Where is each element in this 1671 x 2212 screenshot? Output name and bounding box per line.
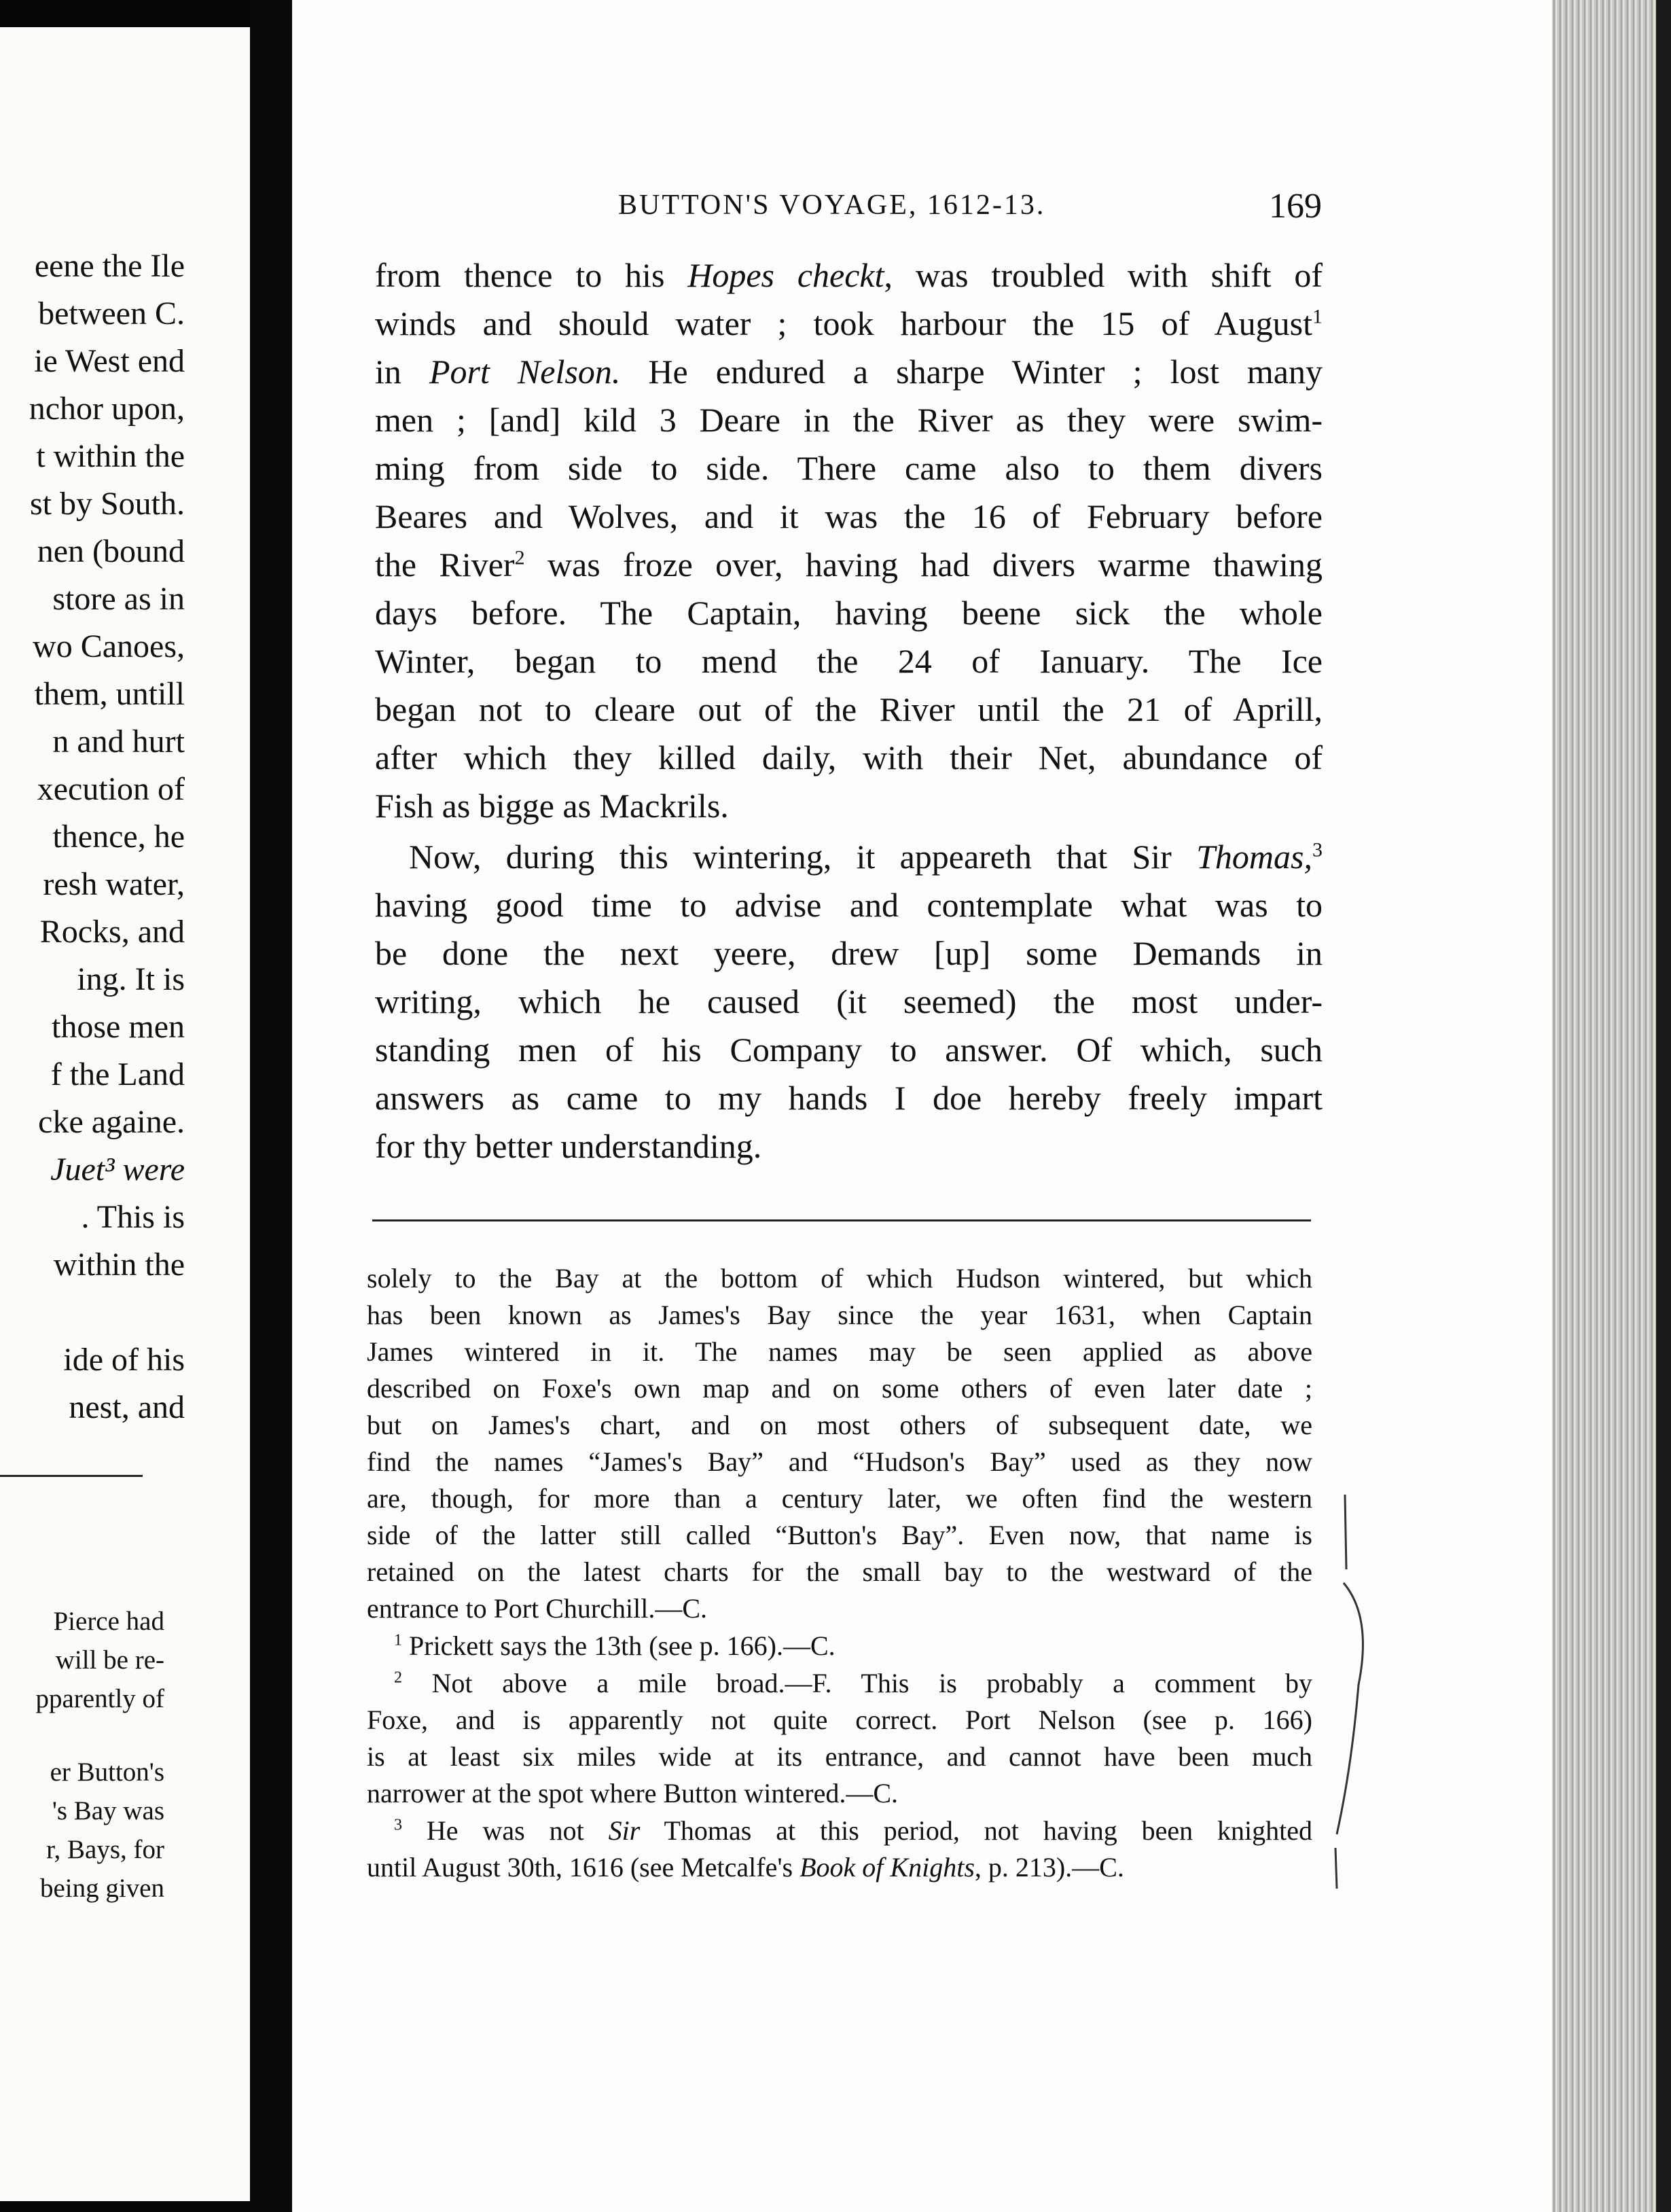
- body-line: Winter, began to mend the 24 of Ianuary. The Ice: [375, 642, 1323, 680]
- left-page-line: resh water,: [43, 866, 185, 902]
- footnote-line: has been known as James's Bay since the year 1631, when Captain: [367, 1300, 1312, 1330]
- footnote-line: retained on the latest charts for the small bay to the westward of the: [367, 1556, 1312, 1587]
- left-page-note-line: r, Bays, for: [46, 1835, 164, 1864]
- footnote-number: 1: [394, 1631, 402, 1649]
- footnote-line: find the names “James's Bay” and “Hudson's Bay” used as they now: [367, 1446, 1312, 1477]
- page-edges: [1552, 0, 1671, 2212]
- body-line: from thence to his Hopes checkt, was troubled with shift of: [375, 256, 1323, 294]
- footnote-line: James wintered in it. The names may be seen applied as above: [367, 1336, 1312, 1367]
- left-page-line: nest, and: [69, 1389, 185, 1425]
- body-line: the River$^2$ was froze over, having had divers warme thawing: [375, 546, 1323, 584]
- left-page-note-line: being given: [39, 1874, 164, 1903]
- footnote-line: solely to the Bay at the bottom of which Hudson wintered, but which: [367, 1263, 1312, 1294]
- body-line: Now, during this wintering, it appeareth that Sir Thomas,$^3$: [409, 838, 1323, 876]
- footnote-marker: 1: [1312, 305, 1323, 328]
- left-page-note-line: er Button's: [50, 1758, 164, 1787]
- footnote-marker: 2: [514, 546, 525, 569]
- left-page-line: within the: [53, 1247, 185, 1283]
- footnote-line: are, though, for more than a century later, we often find the western: [367, 1483, 1312, 1514]
- left-page-line: store as in: [52, 581, 185, 617]
- left-page-note-line: Pierce had: [53, 1607, 164, 1636]
- body-line: be done the next yeere, drew [up] some Demands in: [375, 934, 1323, 972]
- body-line: standing men of his Company to answer. Of which, such: [375, 1031, 1323, 1069]
- left-page-line: nen (bound: [37, 533, 185, 569]
- left-page-line: those men: [52, 1009, 185, 1045]
- left-page-note-line: 's Bay was: [52, 1796, 164, 1825]
- body-line: ming from side to side. There came also to them divers: [375, 449, 1323, 487]
- footnote-marker: 3: [1312, 838, 1323, 861]
- body-line: having good time to advise and contemplate what was to: [375, 886, 1323, 924]
- body-line: winds and should water ; took harbour the 15 of August$^1$: [375, 304, 1323, 342]
- running-head: BUTTON'S VOYAGE, 1612-13.: [618, 190, 1046, 221]
- body-line: in Port Nelson. He endured a sharpe Winter ; lost many: [375, 353, 1323, 391]
- footnote-rule: [372, 1219, 1311, 1221]
- left-page-line: between C.: [38, 296, 185, 332]
- left-page-line: t within the: [36, 438, 185, 474]
- body-line: days before. The Captain, having beene sick the whole: [375, 594, 1323, 632]
- left-page-note-line: will be re-: [55, 1645, 164, 1675]
- footnote-line: but on James's chart, and on most others of subsequent date, we: [367, 1410, 1312, 1440]
- footnote-line: is at least six miles wide at its entrance, and cannot have been much: [367, 1741, 1312, 1772]
- left-page-line: cke againe.: [38, 1104, 185, 1140]
- footnote-2: $^2$ Not above a mile broad.—F. This is probably a comment by: [394, 1668, 1312, 1698]
- left-page-line: ie West end: [34, 343, 185, 379]
- left-page-line: . This is: [81, 1199, 185, 1235]
- left-page-line: ide of his: [63, 1342, 185, 1378]
- footnote-number: 2: [394, 1669, 402, 1687]
- body-line: began not to cleare out of the River until the 21 of Aprill,: [375, 690, 1323, 728]
- left-page-line: xecution of: [37, 771, 185, 807]
- page-number: 169: [1269, 187, 1322, 226]
- book-gutter: [250, 0, 292, 2212]
- left-page-line: wo Canoes,: [33, 628, 185, 664]
- footnote-line: side of the latter still called “Button's Bay”. Even now, that name is: [367, 1520, 1312, 1550]
- footnote-3: $^3$ He was not Sir Thomas at this period, not having been knighted: [394, 1815, 1312, 1846]
- left-page-note-line: pparently of: [35, 1684, 164, 1713]
- left-page-line: Rocks, and: [39, 914, 185, 950]
- body-line: after which they killed daily, with their Net, abundance of: [375, 738, 1323, 777]
- footnote-line: Foxe, and is apparently not quite correct. Port Nelson (see p. 166): [367, 1705, 1312, 1735]
- left-page-line: them, untill: [34, 676, 185, 712]
- footnote-line: until August 30th, 1616 (see Metcalfe's Book of Knights, p. 213).—C.: [367, 1852, 1124, 1883]
- left-page-line: n and hurt: [52, 724, 185, 760]
- body-line: answers as came to my hands I doe hereby freely impart: [375, 1079, 1323, 1117]
- left-page-line: ing. It is: [77, 961, 185, 997]
- left-page-footnote-rule: [0, 1475, 143, 1477]
- pencil-margin-marks: [1331, 1481, 1386, 1902]
- body-line: for thy better understanding.: [375, 1127, 762, 1165]
- footnote-line: described on Foxe's own map and on some others of even later date ;: [367, 1373, 1312, 1404]
- left-page-line: Juet³ were: [50, 1152, 185, 1188]
- left-page-line: nchor upon,: [29, 391, 185, 427]
- footnote-1: $^1$ Prickett says the 13th (see p. 166).—C.: [394, 1630, 836, 1661]
- left-page-line: f the Land: [50, 1056, 185, 1092]
- footnote-line: entrance to Port Churchill.—C.: [367, 1593, 708, 1624]
- left-facing-page: [0, 27, 250, 2201]
- left-page-line: st by South.: [29, 486, 185, 522]
- body-line: writing, which he caused (it seemed) the most under-: [375, 982, 1323, 1020]
- scan-border: [1656, 0, 1671, 2212]
- left-page-line: thence, he: [52, 819, 185, 855]
- footnote-line: narrower at the spot where Button wintered.—C.: [367, 1778, 899, 1808]
- body-line: Fish as bigge as Mackrils.: [375, 787, 729, 825]
- footnote-number: 3: [394, 1816, 402, 1834]
- body-line: men ; [and] kild 3 Deare in the River as they were swim-: [375, 401, 1323, 439]
- body-line: Beares and Wolves, and it was the 16 of February before: [375, 497, 1323, 535]
- left-page-line: eene the Ile: [34, 248, 185, 284]
